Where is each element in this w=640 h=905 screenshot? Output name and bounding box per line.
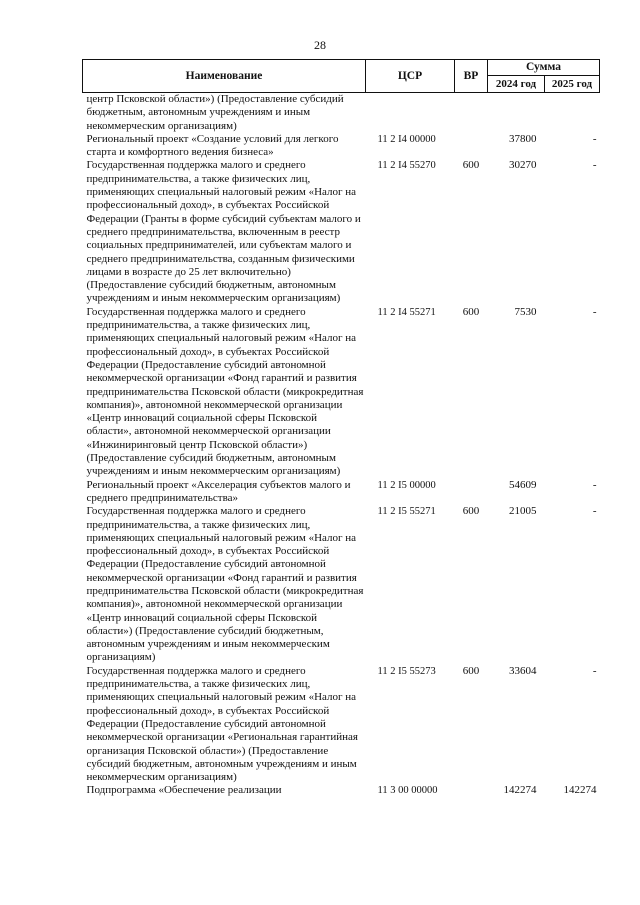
row-name: Государственная поддержка малого и среднего предпринимательства, а также физических лиц, применяющих специальный налоговый режим «Налог на профессиональный доход», в субъектах Российской Федерации (Гранты в форме субсидий субъектам малого и среднего предпринимательства, включенным в реестр социальных предпринимателей, или субъектам малого и среднего предпринимательства, созданным физическими лицами в возрасте до 25 лет включительно) (Предоставление субсидий бюджетным, автономным учреждениям и иным некоммерческим организациям) [86,159,361,305]
row-csr [366,93,455,133]
row-name: Региональный проект «Акселерация субъектов малого и среднего предпринимательства» [86,478,351,504]
row-value-2024: 54609 [509,478,537,491]
header-name: Наименование [83,60,366,93]
row-value-2025: - [592,664,597,677]
page-number: 28 [314,38,326,52]
row-name: Государственная поддержка малого и среднего предпринимательства, а также физических лиц, применяющих специальный налоговый режим «Налог на профессиональный доход», в субъектах Российской Федерации (Предоставление субсидий автономной некоммерческой организации «Фонд гарантий и развития предпринимательства Псковской области (микрокредитная компания)», автономной некоммерческой организации «Центр инноваций социальной сферы Псковской области») (Предоставление субсидий бюджетным, автономным учреждениям и иным некоммерческим организациям) [86,505,364,664]
table-row [83,159,600,305]
header-vr: ВР [455,60,488,93]
row-csr: 11 2 I4 55270 [377,160,436,172]
row-value-2025 [545,93,600,133]
row-value-2024: 33604 [509,664,537,677]
row-vr [455,93,488,133]
table-header [83,60,600,93]
row-value-2025: - [592,132,597,145]
row-value-2024: 21005 [509,505,537,518]
row-value-2025: - [592,478,597,491]
row-csr: 11 3 00 00000 [377,785,438,797]
budget-table [82,59,600,798]
row-name: Государственная поддержка малого и среднего предпринимательства, а также физических лиц, применяющих специальный налоговый режим «Налог на профессиональный доход», в субъектах Российской Федерации (Предоставление субсидий автономной некоммерческой организации «Региональная гарантийная организация Псковской области») (Предоставление субсидий бюджетным, автономным учреждениям и иным некоммерческим организациям) [86,664,358,784]
row-value-2025: - [592,159,597,172]
header-year-2025: 2025 год [545,75,600,92]
row-value-2024: 37800 [509,132,537,145]
table-row [83,479,600,506]
table-row [83,784,600,797]
table-body [83,93,600,798]
row-name: Подпрограмма «Обеспечение реализации [86,784,282,797]
row-vr: 600 [462,505,480,518]
budget-table-container [82,59,599,798]
row-name: Государственная поддержка малого и среднего предпринимательства, а также физических лиц, применяющих специальный налоговый режим «Налог на профессиональный доход», в субъектах Российской Федерации (Предоставление субсидий автономной некоммерческой организации «Фонд гарантий и развития предпринимательства Псковской области (микрокредитная компания)», автономной некоммерческой организации «Центр инноваций социальной сферы Псковской области», автономной некоммерческой организации «Инжиниринговый центр Псковской области») (Предоставление субсидий бюджетным, автономным учреждениям и иным некоммерческим организациям) [86,305,364,478]
row-csr: 11 2 I5 55273 [377,665,436,677]
row-vr: 600 [462,305,480,318]
row-value-2024 [488,93,545,133]
row-name: Региональный проект «Создание условий для легкого старта и комфортного ведения бизнеса» [86,132,339,159]
header-csr: ЦСР [366,60,455,93]
row-csr: 11 2 I5 55271 [377,506,436,518]
row-csr: 11 2 I5 00000 [377,479,436,491]
table-row [83,505,600,665]
header-year-2024: 2024 год [488,75,545,92]
row-value-2024: 7530 [514,305,537,318]
row-vr [455,479,488,506]
table-row [83,133,600,160]
row-name: центр Псковской области») (Предоставление субсидий бюджетным, автономным учреждениям и иным некоммерческим организациям) [86,93,344,132]
row-value-2024: 142274 [503,784,537,797]
row-value-2024: 30270 [509,159,537,172]
row-vr [455,784,488,797]
header-sum: Сумма [488,60,600,76]
row-csr: 11 2 I4 55271 [377,306,436,318]
row-value-2025: - [592,305,597,318]
row-value-2025: - [592,505,597,518]
row-vr: 600 [462,159,480,172]
table-row [83,93,600,133]
table-row [83,665,600,785]
row-csr: 11 2 I4 00000 [377,133,436,145]
row-value-2025: 142274 [563,784,597,797]
row-vr [455,133,488,160]
row-vr: 600 [462,664,480,677]
table-row [83,306,600,479]
